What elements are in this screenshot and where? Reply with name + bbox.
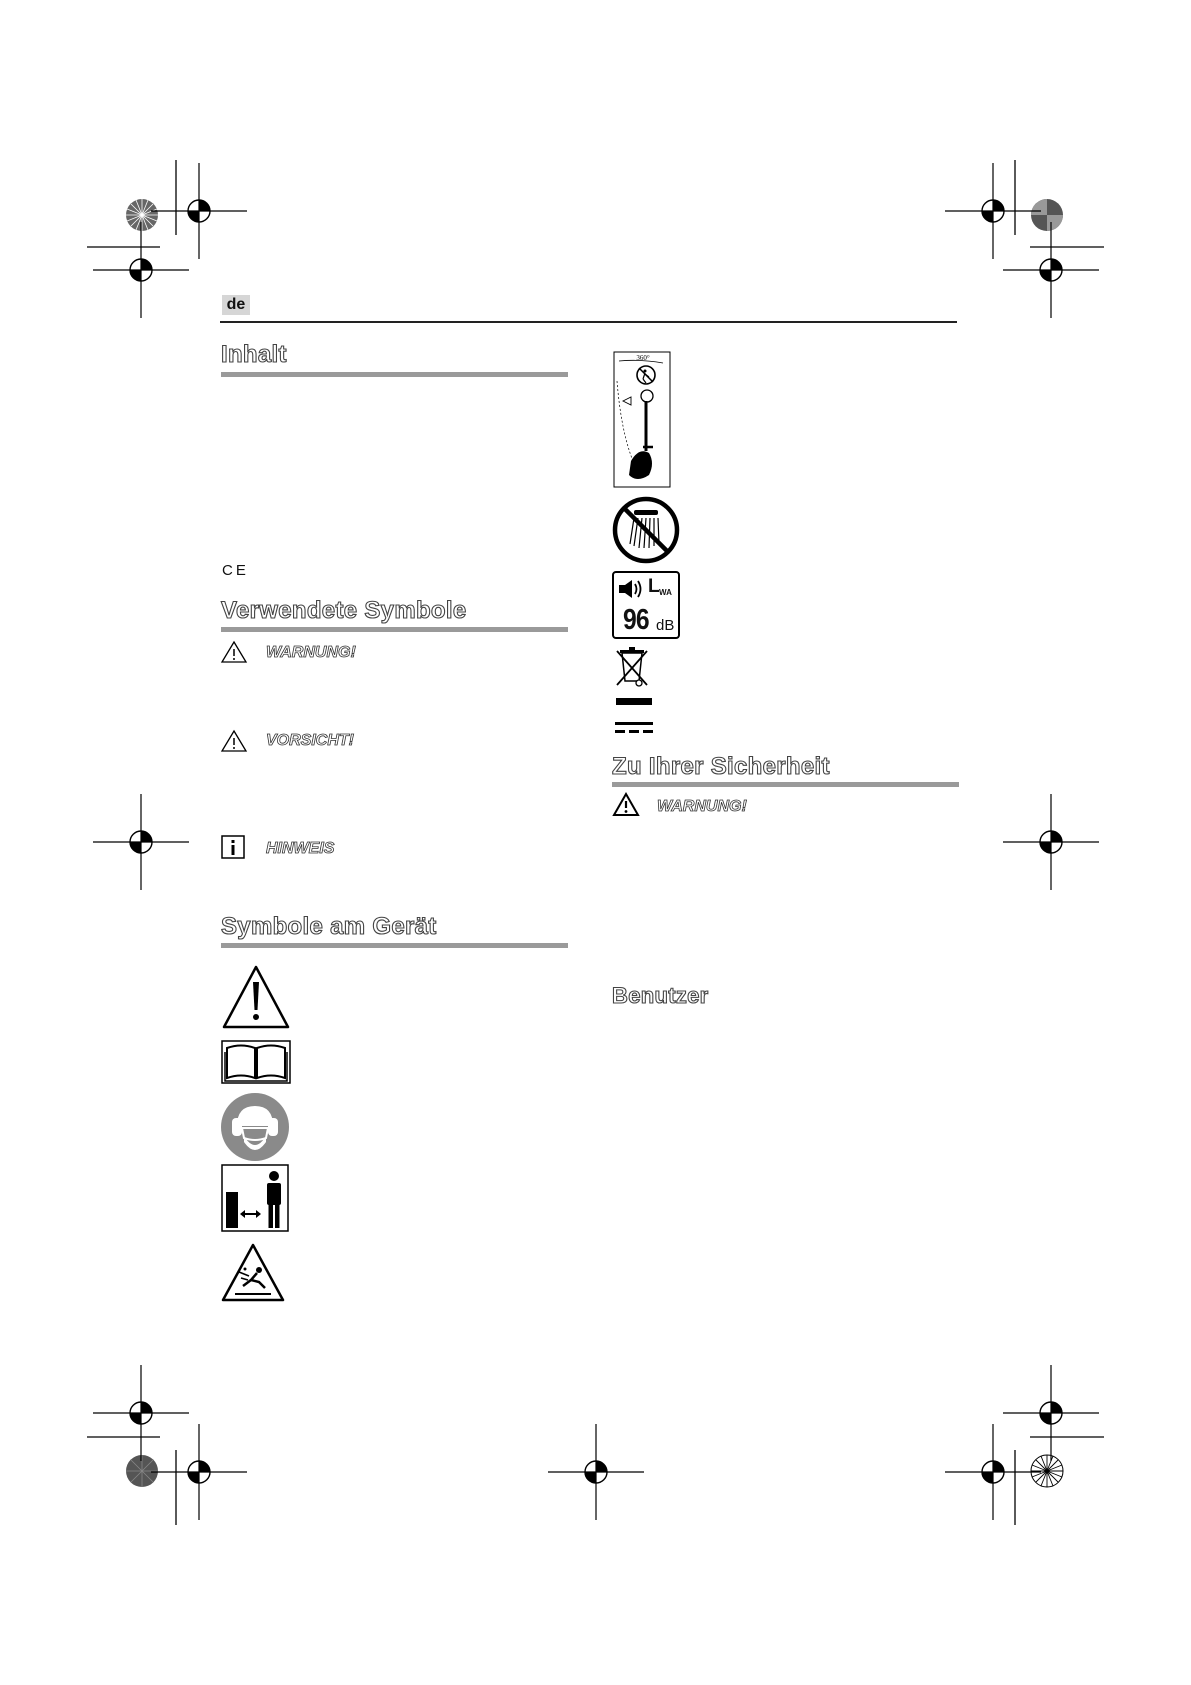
note-label: HINWEIS: [266, 840, 335, 857]
general-warning-icon: [221, 964, 291, 1030]
noise-symbol: L: [648, 576, 660, 597]
warning-triangle-icon: [220, 729, 248, 753]
speaker-icon: [617, 577, 647, 601]
info-icon: [221, 835, 245, 859]
noise-symbol-sub: WA: [659, 588, 672, 597]
symbols-used-heading: Verwendete Symbole: [221, 597, 467, 624]
warning-label: WARNUNG!: [266, 644, 356, 661]
warning-triangle-icon: [612, 792, 640, 818]
caution-label: VORSICHT!: [266, 732, 354, 749]
thrown-objects-icon: [221, 1242, 285, 1304]
symbols-used-rule: [221, 627, 568, 632]
ear-eye-protection-icon: [220, 1092, 290, 1162]
contents-heading: Inhalt: [221, 341, 287, 368]
keep-distance-icon: [221, 1164, 289, 1232]
direct-current-solid-line: [616, 698, 652, 705]
safety-heading: Zu Ihrer Sicherheit: [612, 753, 830, 780]
angle-label: 360°: [636, 354, 650, 362]
sound-power-icon: [612, 571, 680, 639]
device-symbols-heading: Symbole am Gerät: [221, 913, 437, 940]
noise-value: 96: [623, 604, 649, 636]
noise-unit: dB: [656, 617, 675, 634]
header-rule: [220, 321, 957, 323]
direct-current-icon: [614, 722, 654, 734]
ce-mark: CE: [222, 562, 249, 579]
operating-area-icon: [613, 351, 671, 488]
safety-heading-rule: [612, 782, 959, 787]
no-rain-icon: [612, 496, 680, 564]
warning-triangle-icon: [220, 640, 248, 664]
wheelie-bin-icon: [611, 645, 655, 689]
user-heading: Benutzer: [612, 983, 709, 1008]
language-tag: de: [222, 295, 250, 315]
read-manual-icon: [221, 1040, 291, 1084]
contents-heading-rule: [221, 372, 568, 377]
device-symbols-rule: [221, 943, 568, 948]
safety-warning-label: WARNUNG!: [657, 798, 747, 815]
